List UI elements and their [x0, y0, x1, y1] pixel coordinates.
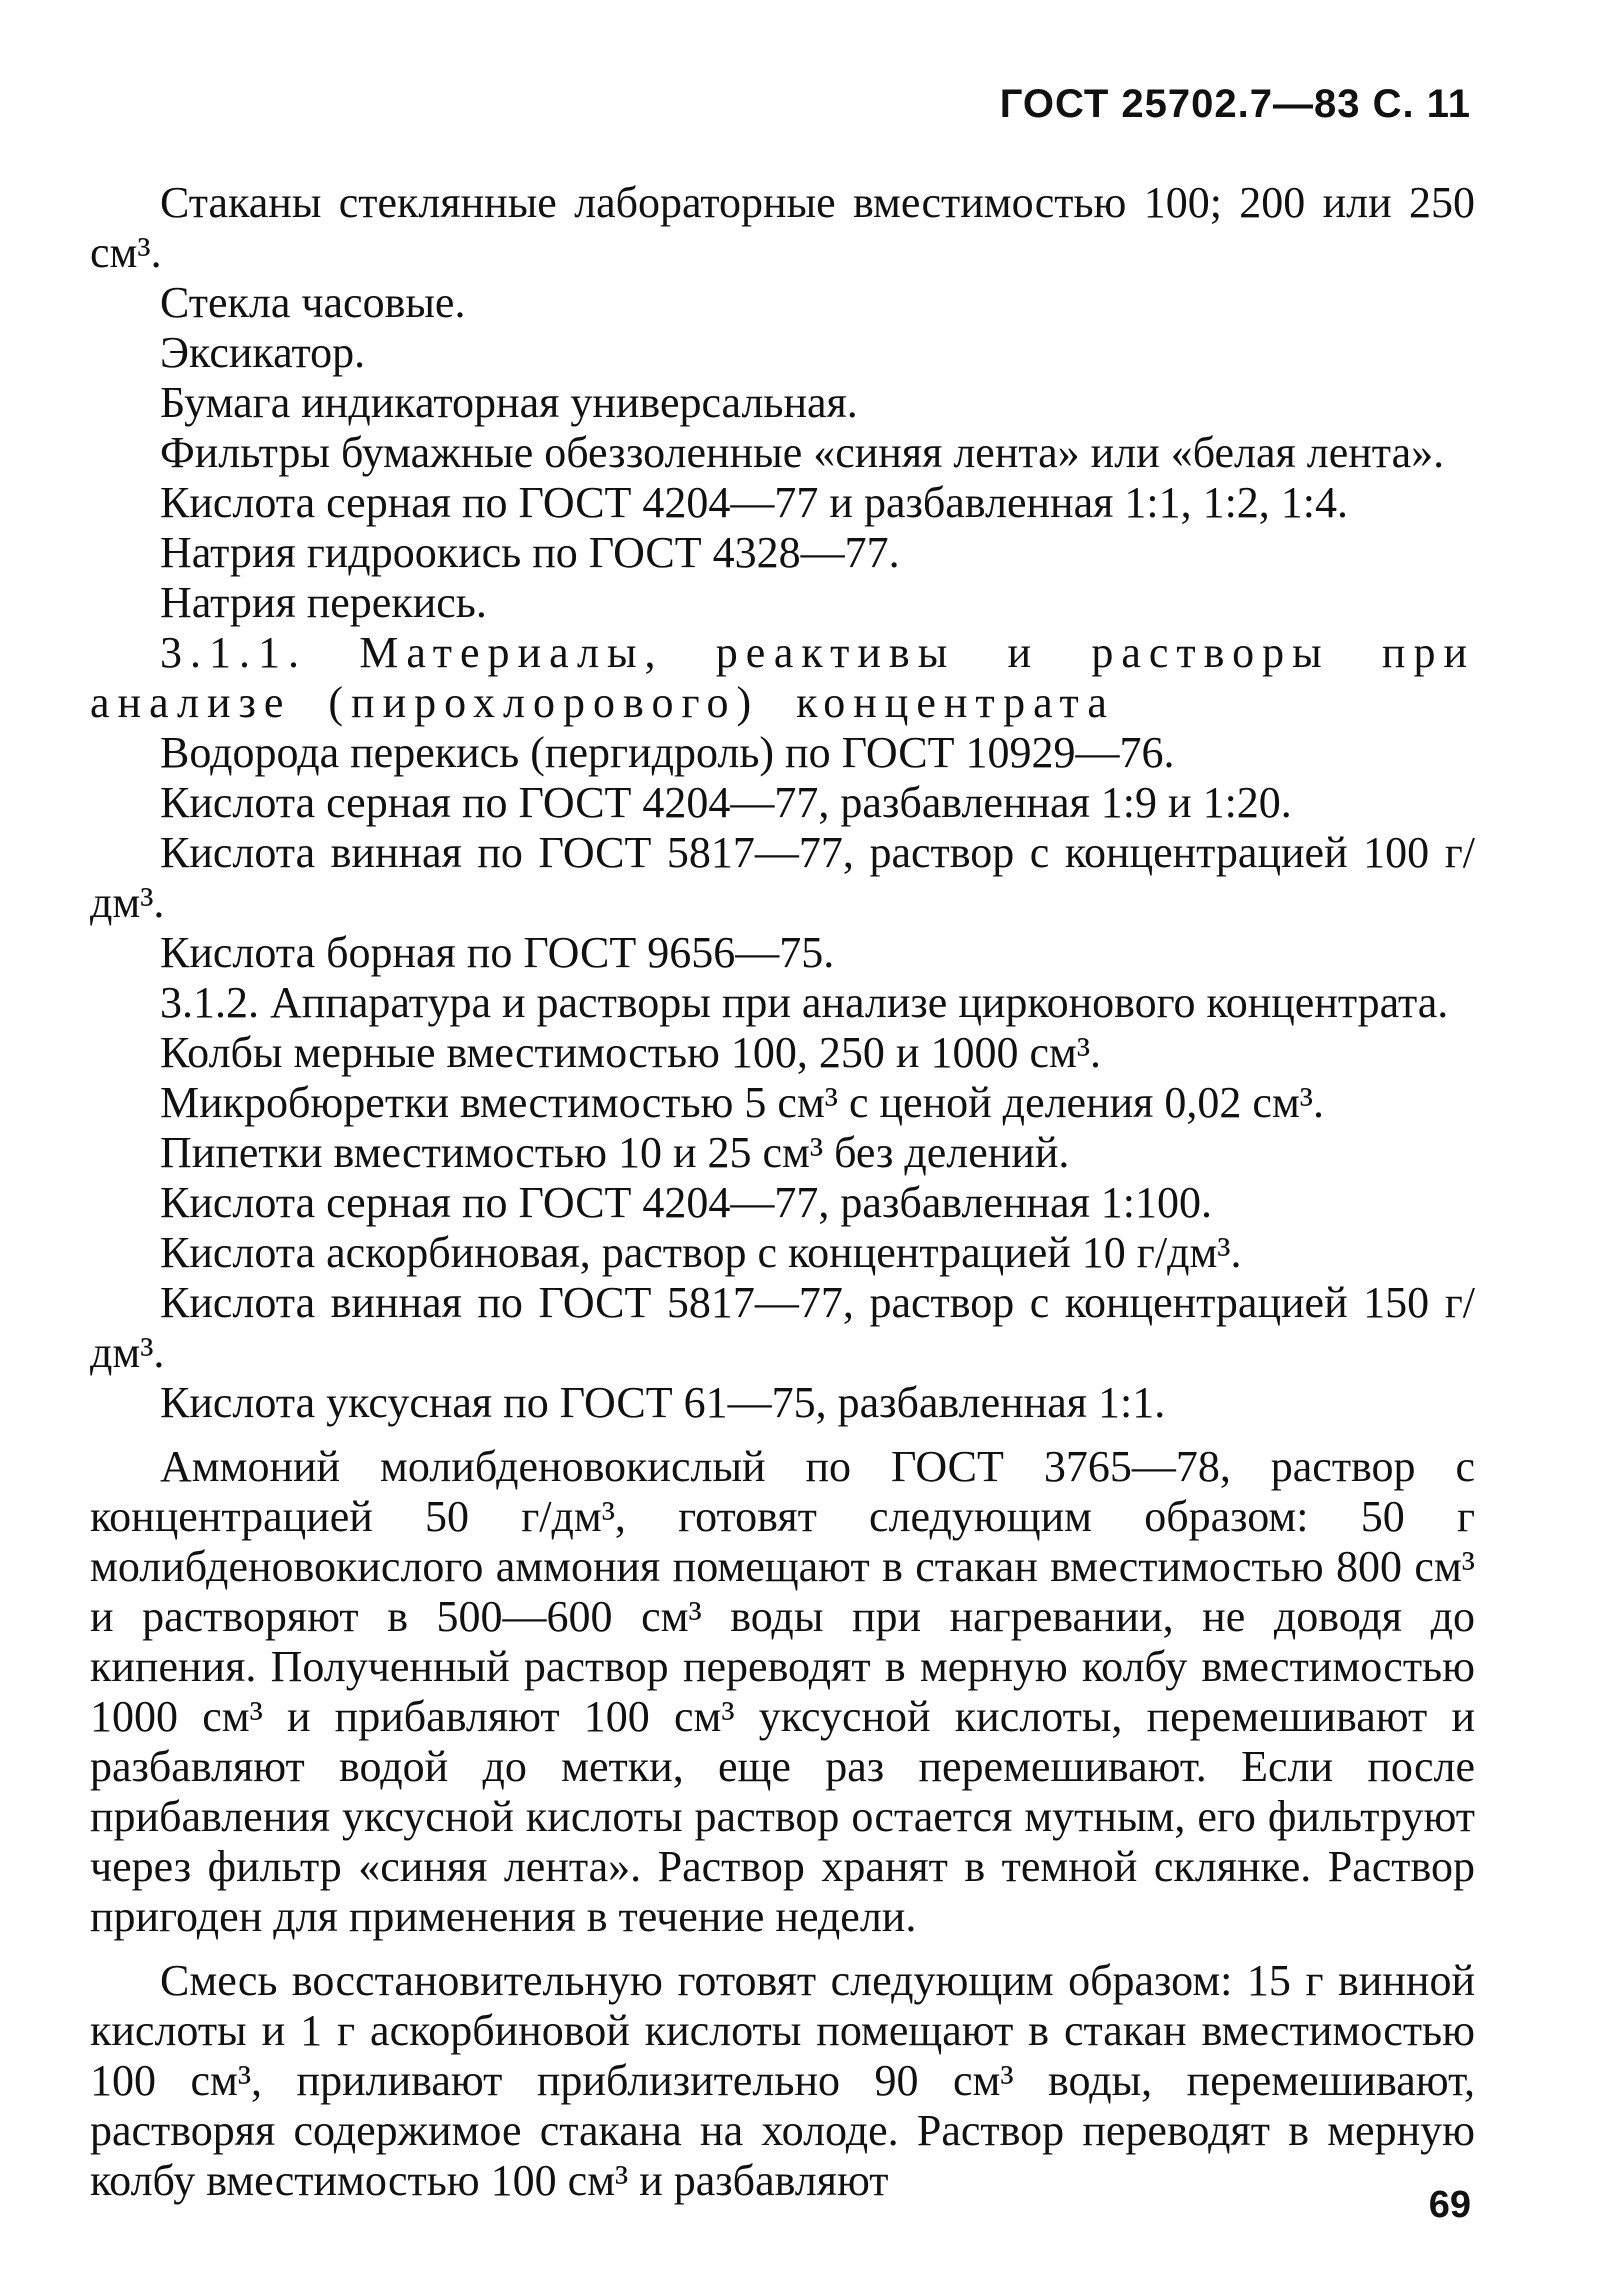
paragraph-sulfuric-acid-1-100: Кислота серная по ГОСТ 4204—77, разбавленная 1:100.: [160, 1178, 1213, 1227]
paragraph-beakers: Стаканы стеклянные лабораторные вместимостью 100; 200 или 250 см³.: [90, 178, 1475, 277]
paragraph-sulfuric-acid: Кислота серная по ГОСТ 4204—77 и разбавленная 1:1, 1:2, 1:4.: [160, 478, 1349, 527]
paragraph-volumetric-flasks: Колбы мерные вместимостью 100, 250 и 1000 см³.: [160, 1028, 1102, 1077]
paragraph-sodium-peroxide: Натрия перекись.: [160, 578, 487, 627]
paragraph-tartaric-acid-150: Кислота винная по ГОСТ 5817—77, раствор с концентрацией 150 г/дм³.: [90, 1278, 1475, 1377]
paragraph-acetic-acid: Кислота уксусная по ГОСТ 61—75, разбавленная 1:1.: [160, 1378, 1166, 1427]
section-heading-3-1-2: 3.1.2. Аппаратура и растворы при анализе цирконового концентрата.: [160, 978, 1449, 1027]
paragraph-hydrogen-peroxide: Водорода перекись (пергидроль) по ГОСТ 10929—76.: [160, 728, 1175, 777]
paragraph-reducing-mixture: Смесь восстановительную готовят следующим образом: 15 г винной кислоты и 1 г аскорбиновой кислоты помещают в стакан вместимостью 100 см³, приливают приблизительно 90 см³ воды, перемешивают, растворяя содержимое стакана на холоде. Раствор переводят в мерную колбу вместимостью 100 см³ и разбавляют: [90, 1956, 1475, 2205]
paragraph-tartaric-acid-100: Кислота винная по ГОСТ 5817—77, раствор с концентрацией 100 г/дм³.: [90, 828, 1475, 927]
paragraph-boric-acid: Кислота борная по ГОСТ 9656—75.: [160, 928, 835, 977]
paragraph-ascorbic-acid: Кислота аскорбиновая, раствор с концентрацией 10 г/дм³.: [160, 1228, 1242, 1277]
paragraph-indicator-paper: Бумага индикаторная универсальная.: [160, 378, 858, 427]
paragraph-pipettes: Пипетки вместимостью 10 и 25 см³ без делений.: [160, 1128, 1070, 1177]
paragraph-sulfuric-acid-diluted: Кислота серная по ГОСТ 4204—77, разбавленная 1:9 и 1:20.: [160, 778, 1292, 827]
document-body: [90, 178, 1475, 2206]
paragraph-sodium-hydroxide: Натрия гидроокись по ГОСТ 4328—77.: [160, 528, 900, 577]
page-header: ГОСТ 25702.7—83 С. 11: [999, 82, 1471, 126]
page-number: 69: [1428, 2184, 1471, 2226]
paragraph-microburettes: Микробюретки вместимостью 5 см³ с ценой деления 0,02 см³.: [160, 1078, 1324, 1127]
paragraph-desiccator: Эксикатор.: [160, 328, 366, 377]
paragraph-watch-glasses: Стекла часовые.: [160, 278, 466, 327]
paragraph-filters: Фильтры бумажные обеззоленные «синяя лента» или «белая лента».: [160, 428, 1445, 477]
section-heading-3-1-1: 3.1.1. Материалы, реактивы и растворы при анализе (пирохлорового) концентрата: [90, 628, 1475, 727]
paragraph-ammonium-molybdate: Аммоний молибденовокислый по ГОСТ 3765—78, раствор с концентрацией 50 г/дм³, готовят следующим образом: 50 г молибденовокислого аммония помещают в стакан вместимостью 800 см³ и растворяют в 500—600 см³ воды при нагревании, не доводя до кипения. Полученный раствор переводят в мерную колбу вместимостью 1000 см³ и прибавляют 100 см³ уксусной кислоты, перемешивают и разбавляют водой до метки, еще раз перемешивают. Если после прибавления уксусной кислоты раствор остается мутным, его фильтруют через фильтр «синяя лента». Раствор хранят в темной склянке. Раствор пригоден для применения в течение недели.: [90, 1442, 1475, 1941]
